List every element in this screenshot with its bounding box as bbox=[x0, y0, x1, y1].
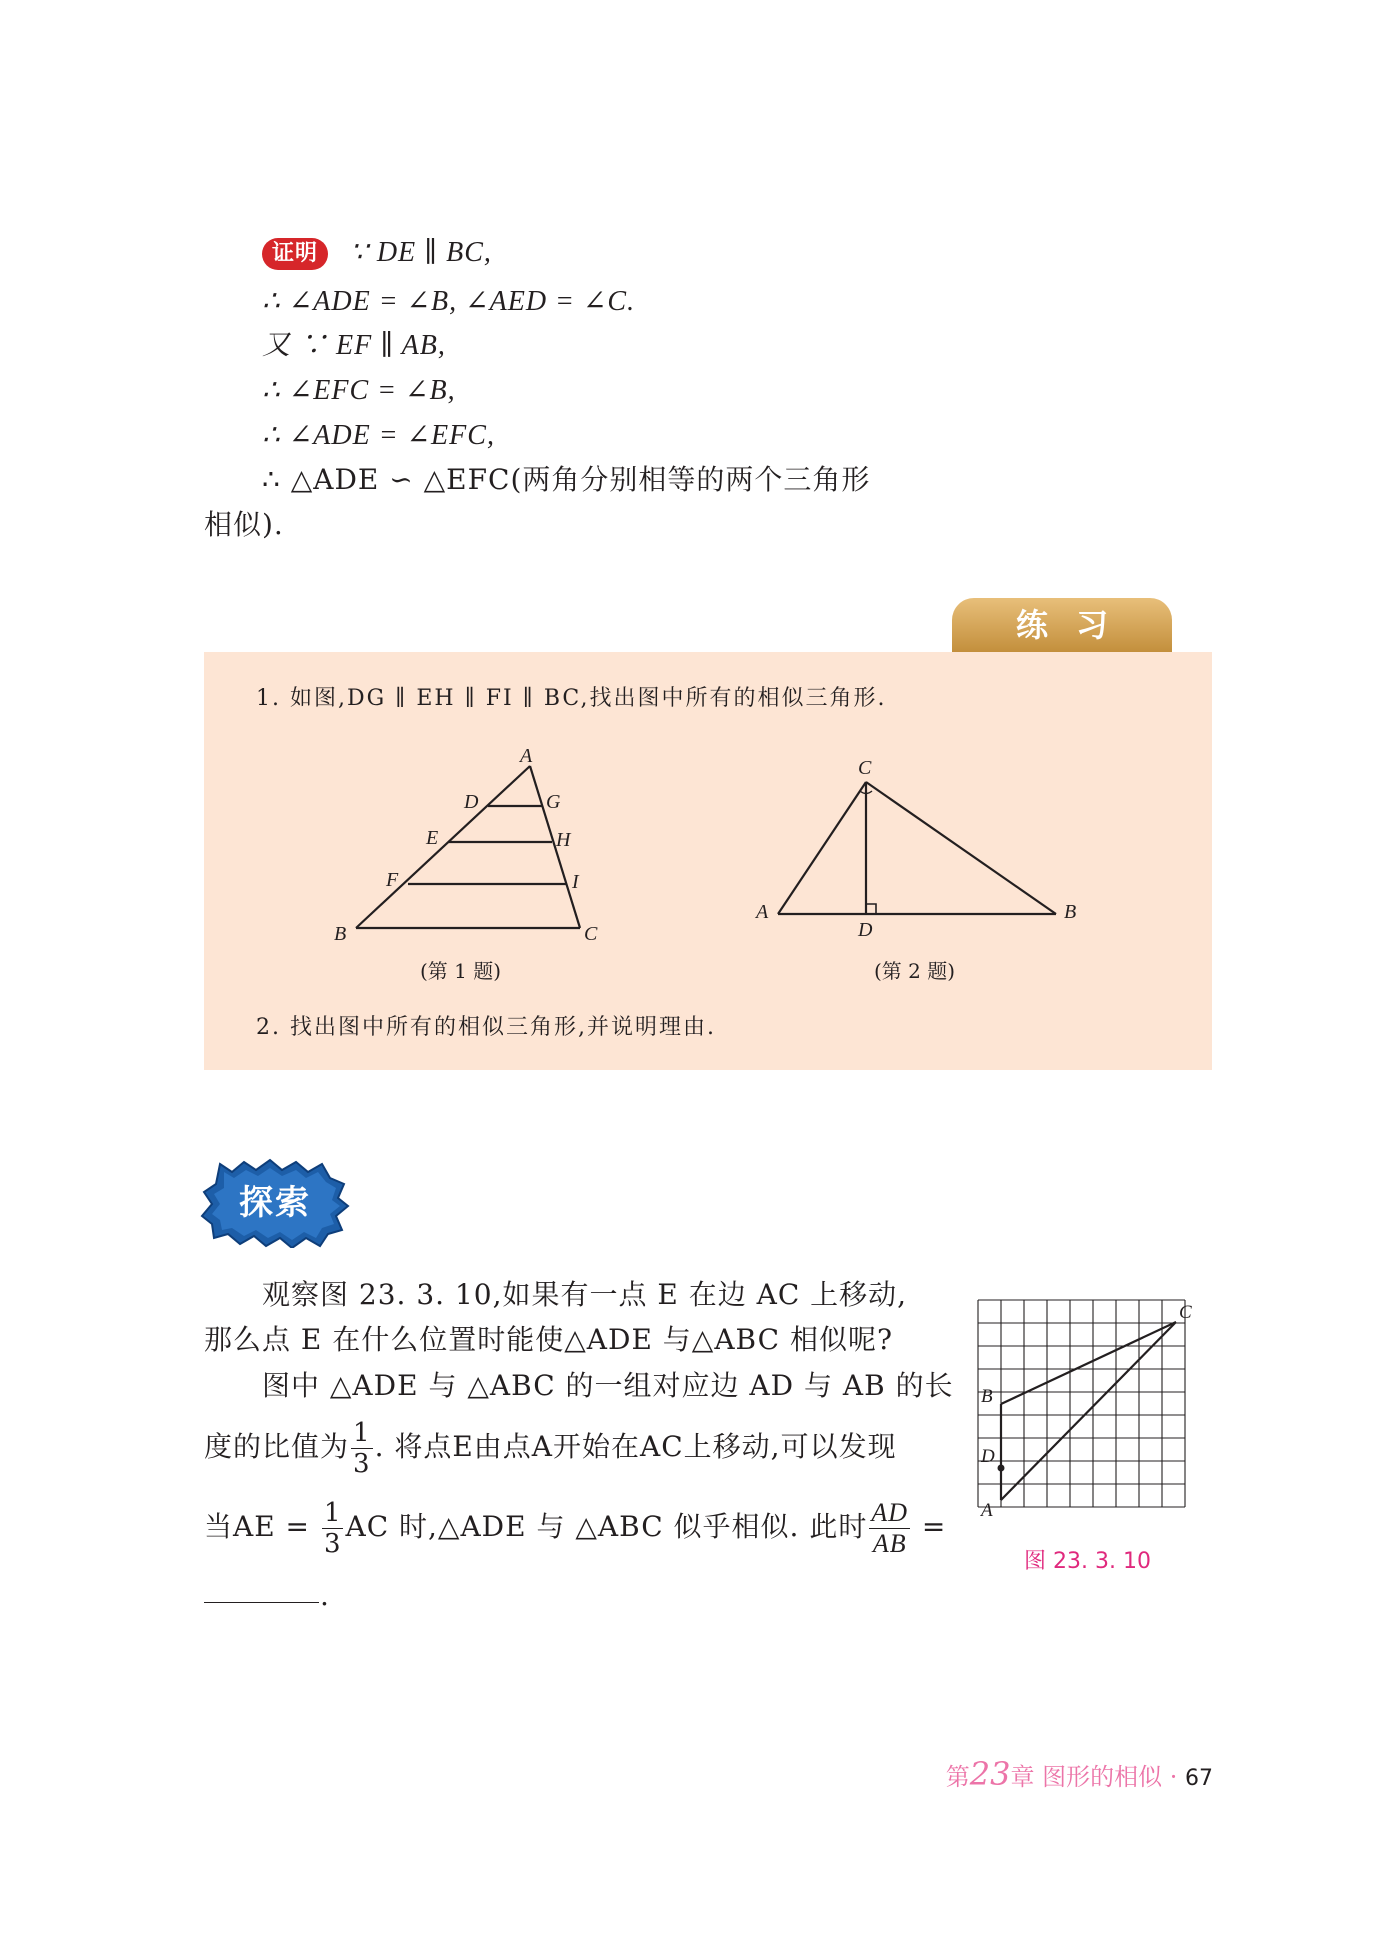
explore-paragraph-2-line-3: 当AE = $\frac{1}{3}$ AC 时,△ADE 与 △ABC 似乎相似. 此时 $\frac{AD}{AB}$ = bbox=[204, 1498, 947, 1559]
grid-fig-point-d bbox=[998, 1465, 1005, 1472]
fig1-side-ab bbox=[356, 766, 530, 928]
answer-blank-period: . bbox=[320, 1579, 330, 1612]
grid-figure-23-3-10 bbox=[968, 1290, 1208, 1532]
fig2-label-a: A bbox=[756, 901, 769, 923]
fig1-label-f: F bbox=[386, 869, 399, 891]
practice-figure-2-caption: (第 2 题) bbox=[874, 959, 956, 983]
fraction-one-third: $\frac{1}{3}$ bbox=[353, 1418, 371, 1479]
grid-fig-label-c: C bbox=[1179, 1302, 1192, 1323]
practice-question-1: 1. 如图,DG ∥ EH ∥ FI ∥ BC,找出图中所有的相似三角形. bbox=[256, 686, 887, 711]
fraction-one-third-ac: $\frac{1}{3}$ bbox=[323, 1498, 342, 1559]
grid-fig-label-a: A bbox=[981, 1500, 993, 1521]
practice-figure-1-caption: (第 1 题) bbox=[420, 959, 502, 983]
practice-figure-2 bbox=[750, 752, 1090, 947]
explore-paragraph-1-line-1: 观察图 23. 3. 10,如果有一点 E 在边 AC 上移动, bbox=[262, 1278, 908, 1311]
fig1-label-i: I bbox=[572, 871, 579, 893]
explore-badge bbox=[200, 1158, 350, 1248]
proof-line-7: 相似). bbox=[204, 508, 284, 541]
grid-fig-segment-ac bbox=[1001, 1322, 1176, 1500]
fig1-label-c: C bbox=[584, 923, 598, 945]
answer-blank[interactable] bbox=[204, 1602, 319, 1603]
fig2-side-ac bbox=[778, 782, 866, 914]
grid-fig-label-b: B bbox=[981, 1386, 993, 1407]
grid-fig-label-d: D bbox=[981, 1446, 995, 1467]
fig2-label-d: D bbox=[858, 919, 873, 941]
fig1-label-e: E bbox=[426, 827, 439, 849]
practice-question-2: 2. 找出图中所有的相似三角形,并说明理由. bbox=[256, 1015, 716, 1040]
fig1-label-h: H bbox=[556, 829, 571, 851]
proof-line-6: ∴ △ADE ∽ △EFC(两角分别相等的两个三角形 bbox=[262, 463, 871, 496]
explore-title: 探索 bbox=[239, 1183, 311, 1223]
fig1-label-a: A bbox=[520, 745, 533, 767]
fig1-label-b: B bbox=[334, 923, 347, 945]
fig2-label-b: B bbox=[1064, 901, 1077, 923]
explore-paragraph-1-line-2: 那么点 E 在什么位置时能使△ADE 与△ABC 相似呢? bbox=[204, 1323, 893, 1356]
proof-line-2: ∴ ∠ADE = ∠B, ∠AED = ∠C. bbox=[262, 286, 636, 317]
proof-line-4: ∴ ∠EFC = ∠B, bbox=[262, 375, 456, 406]
explore-paragraph-2-line-2: 度的比值为 $\frac{1}{3}$ . 将点E由点A开始在AC上移动,可以发现 bbox=[204, 1418, 897, 1479]
fig1-label-d: D bbox=[464, 791, 479, 813]
proof-badge: 证明 bbox=[262, 238, 328, 270]
page-number: 67 bbox=[1185, 1766, 1213, 1791]
explore-paragraph-2-line-1: 图中 △ADE 与 △ABC 的一组对应边 AD 与 AB 的长 bbox=[262, 1369, 954, 1402]
proof-line-3: 又 ∵ EF ∥ AB, bbox=[262, 330, 446, 361]
proof-line-1: 证明 ∵ DE ∥ BC, bbox=[262, 232, 492, 273]
fig2-side-bc bbox=[866, 782, 1056, 914]
page-footer: 第23章 图形的相似 · 67 bbox=[945, 1755, 1213, 1793]
fig2-right-angle-mark bbox=[866, 904, 876, 914]
grid-figure-caption: 图 23. 3. 10 bbox=[1024, 1549, 1151, 1574]
fig2-label-c: C bbox=[858, 757, 872, 779]
fraction-ad-over-ab: $\frac{AD}{AB}$ bbox=[871, 1498, 909, 1558]
practice-figure-1 bbox=[330, 740, 630, 950]
proof-line-5: ∴ ∠ADE = ∠EFC, bbox=[262, 420, 495, 451]
fig1-label-g: G bbox=[546, 791, 561, 813]
practice-title: 练习 bbox=[952, 598, 1172, 652]
